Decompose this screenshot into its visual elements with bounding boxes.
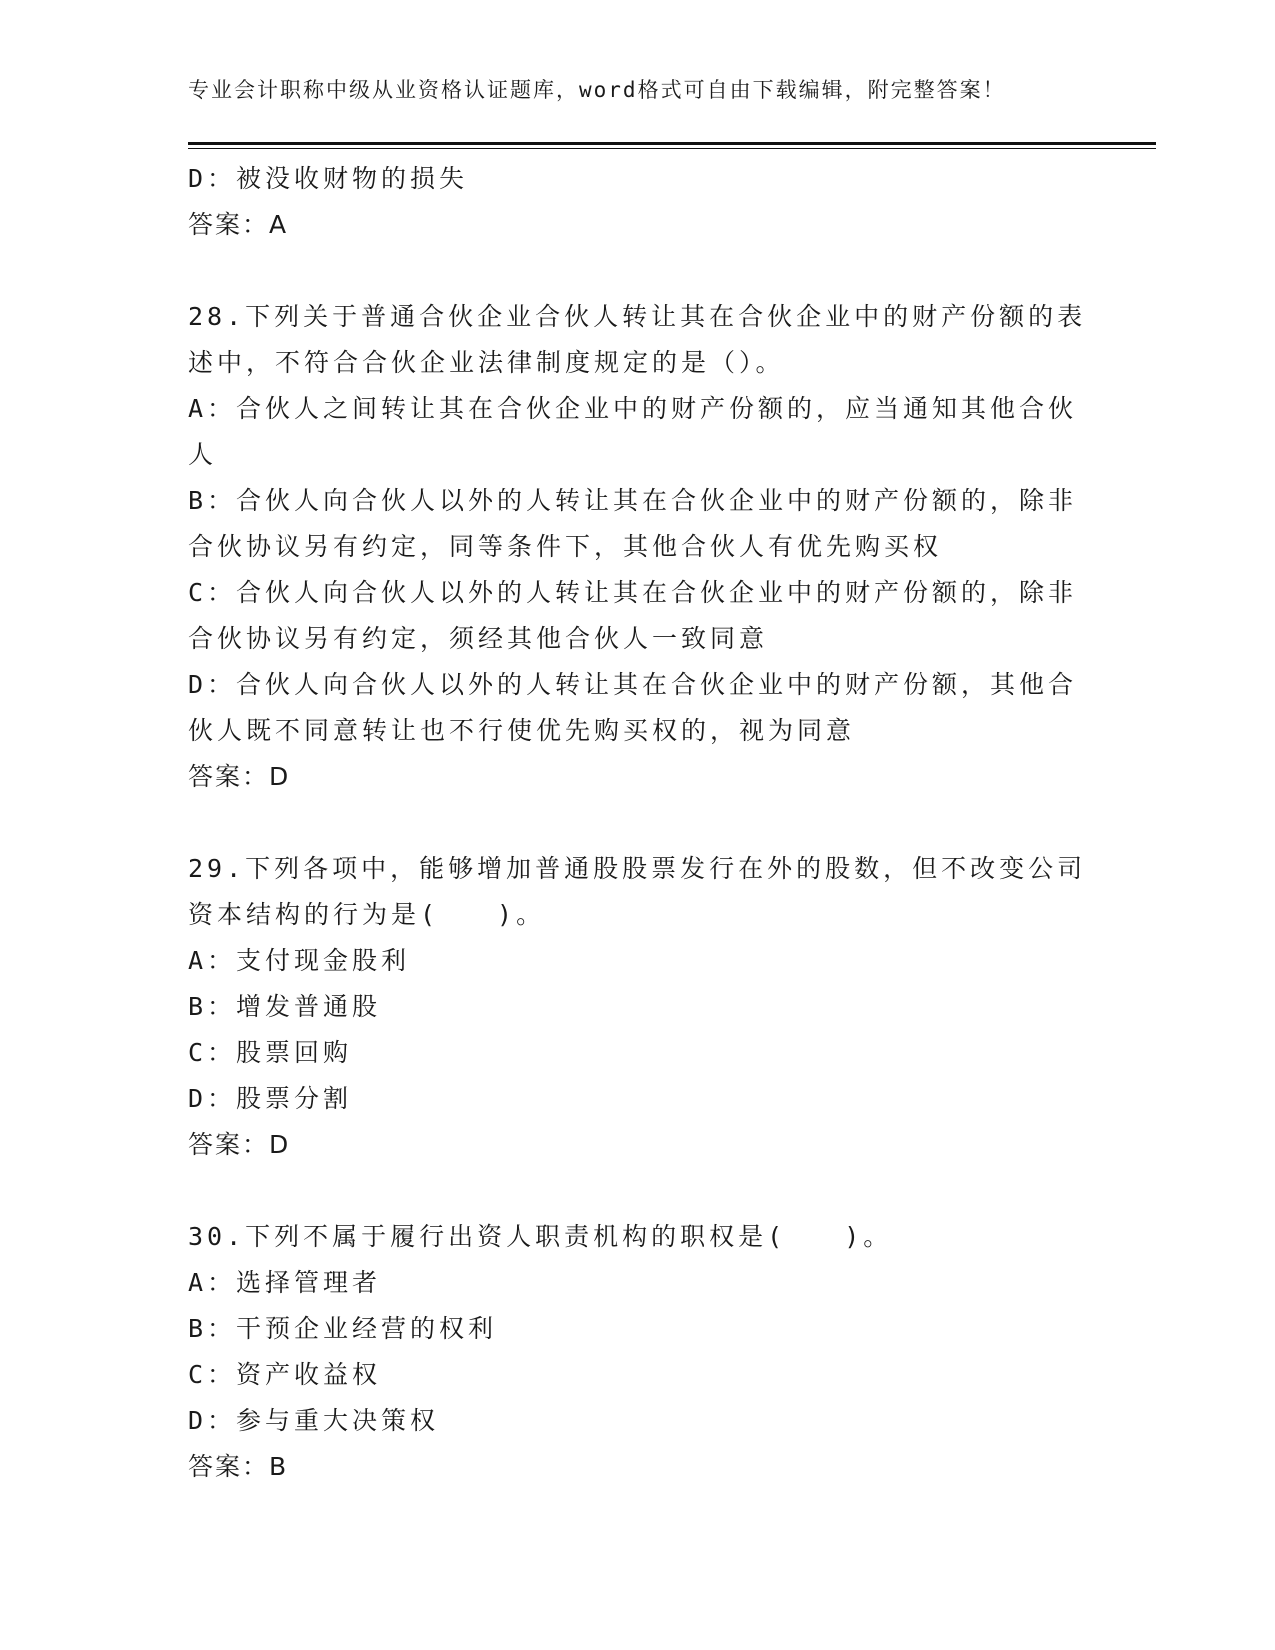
answer-line: 答案：D — [188, 1130, 291, 1159]
header-rule-thick — [188, 142, 1156, 145]
option-d: D：股票分割 — [188, 1084, 353, 1113]
option-d: D：合伙人向合伙人以外的人转让其在合伙企业中的财产份额，其他合 — [188, 670, 1078, 699]
question-29 — [188, 846, 1088, 1168]
spacer — [188, 800, 1088, 846]
spacer — [188, 1168, 1088, 1214]
option-b-cont: 合伙协议另有约定，同等条件下，其他合伙人有优先购买权 — [188, 532, 943, 561]
option-d: D：被没收财物的损失 — [188, 164, 469, 193]
option-a: A：选择管理者 — [188, 1268, 382, 1297]
option-c: C：资产收益权 — [188, 1360, 382, 1389]
page-header: 专业会计职称中级从业资格认证题库，word格式可自由下载编辑，附完整答案！ — [188, 78, 1006, 102]
answer-line: 答案：D — [188, 762, 291, 791]
option-b: B：干预企业经营的权利 — [188, 1314, 498, 1343]
question-stem: 30.下列不属于履行出资人职责机构的职权是( )。 — [188, 1222, 893, 1251]
answer-line: 答案：B — [188, 1452, 289, 1481]
question-stem: 28.下列关于普通合伙企业合伙人转让其在合伙企业中的财产份额的表 — [188, 302, 1087, 331]
question-list — [188, 156, 1088, 1490]
option-d: D：参与重大决策权 — [188, 1406, 440, 1435]
option-a: A：支付现金股利 — [188, 946, 411, 975]
option-b: B：增发普通股 — [188, 992, 382, 1021]
question-stem-cont: 述中，不符合合伙企业法律制度规定的是（）。 — [188, 348, 785, 377]
option-c: C：股票回购 — [188, 1038, 353, 1067]
question-27-tail — [188, 156, 1088, 248]
option-c: C：合伙人向合伙人以外的人转让其在合伙企业中的财产份额的，除非 — [188, 578, 1078, 607]
option-a-cont: 人 — [188, 440, 218, 469]
option-d-cont: 伙人既不同意转让也不行使优先购买权的，视为同意 — [188, 716, 856, 745]
question-stem: 29.下列各项中，能够增加普通股股票发行在外的股数，但不改变公司 — [188, 854, 1087, 883]
option-c-cont: 合伙协议另有约定，须经其他合伙人一致同意 — [188, 624, 769, 653]
question-stem-cont: 资本结构的行为是( )。 — [188, 900, 546, 929]
question-30 — [188, 1214, 1088, 1490]
spacer — [188, 248, 1088, 294]
question-28 — [188, 294, 1088, 800]
header-rule-thin — [188, 148, 1156, 149]
option-b: B：合伙人向合伙人以外的人转让其在合伙企业中的财产份额的，除非 — [188, 486, 1078, 515]
option-a: A：合伙人之间转让其在合伙企业中的财产份额的，应当通知其他合伙 — [188, 394, 1078, 423]
answer-line: 答案：A — [188, 210, 289, 239]
